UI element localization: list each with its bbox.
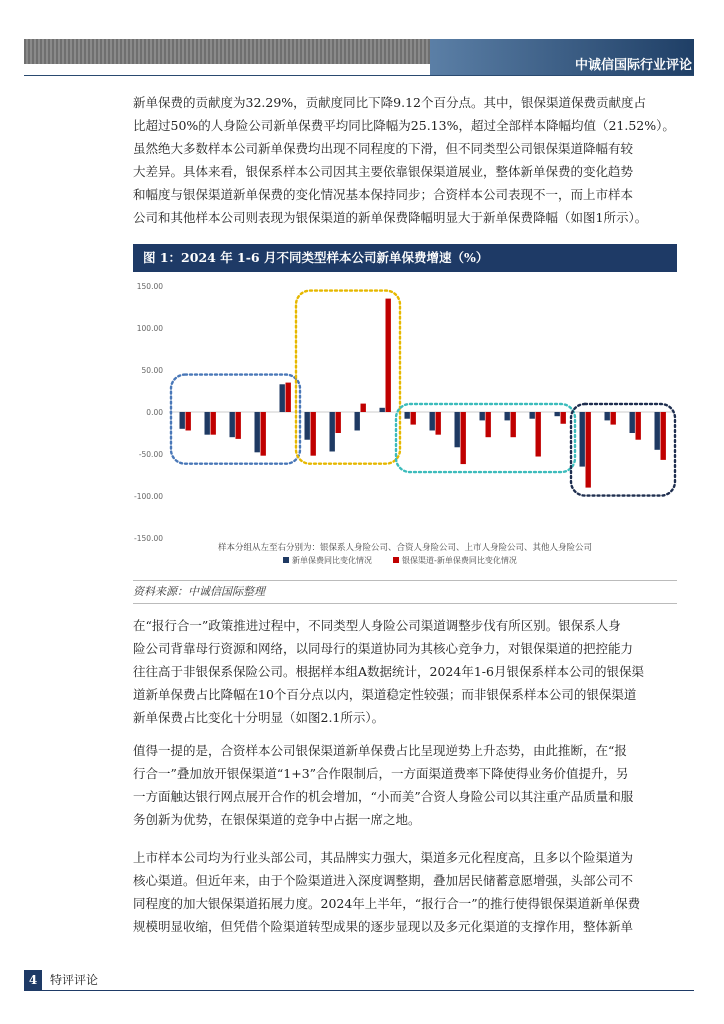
text-line: 新单保费占比变化十分明显（如图2.1所示）。 <box>133 710 385 725</box>
text-line: 往往高于非银保系保险公司。根据样本组A数据统计，2024年1-6月银保系样本公司的银保渠 <box>133 664 644 679</box>
text-line: 和幅度与银保渠道新单保费的变化情况基本保持同步；合资样本公司表现不一，而上市样本 <box>133 187 634 202</box>
bar-bancassurance <box>511 412 516 437</box>
bar-new-premium <box>605 412 610 420</box>
legend-label: 银保渠道-新单保费同比变化情况 <box>402 556 517 565</box>
y-tick-label: -50.00 <box>138 450 163 459</box>
text-line: 比超过50%的人身险公司新单保费平均同比降幅为25.13%，超过全部样本降幅均值（21.52%）。 <box>133 118 675 133</box>
text-line: 规模明显收缩，但凭借个险渠道转型成果的逐步显现以及多元化渠道的支撑作用，整体新单 <box>133 919 634 934</box>
text-line: 同程度的加大银保渠道拓展力度。2024年上半年，“报行合一”的推行使得银保渠道新单保费 <box>133 896 641 911</box>
bar-new-premium <box>430 412 435 430</box>
source-note: 资料来源：中诚信国际整理 <box>133 580 677 604</box>
bar-bancassurance <box>411 412 416 425</box>
chart-note: 样本分组从左至右分别为：银保系人身险公司、合资人身险公司、上市人身险公司、其他人身险公司 <box>217 543 593 553</box>
bar-new-premium <box>280 384 285 412</box>
legend-swatch <box>283 557 289 563</box>
y-tick-label: 100.00 <box>136 324 163 333</box>
bar-chart <box>133 276 677 576</box>
text-line: 核心渠道。但近年来，由于个险渠道进入深度调整期，叠加居民储蓄意愿增强，头部公司不 <box>133 873 634 888</box>
bar-new-premium <box>580 412 585 467</box>
bar-new-premium <box>455 412 460 447</box>
bar-new-premium <box>230 412 235 437</box>
text-line: 一方面触达银行网点展开合作的机会增加，“小而美”合资人身险公司以其注重产品质量和服 <box>133 789 634 804</box>
paragraph-2 <box>133 614 677 729</box>
bar-bancassurance <box>311 412 316 456</box>
bar-bancassurance <box>386 299 391 412</box>
bar-bancassurance <box>186 412 191 430</box>
text-line: 虽然绝大多数样本公司新单保费均出现不同程度的下滑，但不同类型公司银保渠道降幅有较 <box>133 141 634 156</box>
bar-new-premium <box>180 412 185 429</box>
bar-new-premium <box>305 412 310 440</box>
bar-bancassurance <box>636 412 641 440</box>
text-line: 险公司背靠母行资源和网络，以同母行的渠道协同为其核心竞争力，对银保渠道的把控能力 <box>133 641 634 656</box>
y-tick-label: -100.00 <box>134 492 163 501</box>
text-line: 上市样本公司均为行业头部公司，其品牌实力强大，渠道多元化程度高，且多以个险渠道为 <box>133 850 634 865</box>
bar-new-premium <box>355 412 360 430</box>
bar-new-premium <box>480 412 485 420</box>
page-number: 4 <box>24 970 42 990</box>
figure-title: 图 1：2024 年 1-6 月不同类型样本公司新单保费增速（%） <box>133 244 677 272</box>
footer-label: 特评评论 <box>50 973 99 987</box>
bar-new-premium <box>655 412 660 450</box>
bar-bancassurance <box>486 412 491 437</box>
bar-new-premium <box>205 412 210 435</box>
bar-new-premium <box>405 412 410 419</box>
bar-bancassurance <box>436 412 441 435</box>
bar-bancassurance <box>661 412 666 460</box>
bar-bancassurance <box>611 412 616 425</box>
bar-bancassurance <box>261 412 266 456</box>
bar-new-premium <box>555 412 560 416</box>
bar-new-premium <box>630 412 635 433</box>
paragraph-1 <box>133 91 677 229</box>
y-tick-label: 0.00 <box>146 408 163 417</box>
bar-bancassurance <box>336 412 341 433</box>
bar-new-premium <box>330 412 335 451</box>
bar-new-premium <box>380 408 385 412</box>
footer-rule <box>24 990 694 991</box>
text-line: 务创新为优势，在银保渠道的竞争中占据一席之地。 <box>133 812 421 827</box>
bar-bancassurance <box>211 412 216 435</box>
paragraph-4 <box>133 846 677 938</box>
text-line: 行合一”叠加放开银保渠道“1+3”合作限制后，一方面渠道费率下降使得业务价值提升，另 <box>133 766 629 781</box>
header-title: 中诚信国际行业评论 <box>574 58 692 73</box>
text-line: 值得一提的是，合资样本公司银保渠道新单保费占比呈现逆势上升态势，由此推断，在“报 <box>133 743 627 758</box>
text-line: 公司和其他样本公司则表现为银保渠道的新单保费降幅明显大于新单保费降幅（如图1所示）。 <box>133 210 648 225</box>
bar-bancassurance <box>561 412 566 424</box>
text-line: 大差异。具体来看，银保系样本公司因其主要依靠银保渠道展业，整体新单保费的变化趋势 <box>133 164 634 179</box>
text-line: 新单保费的贡献度为32.29%，贡献度同比下降9.12个百分点。其中，银保渠道保费贡献度占 <box>133 95 646 110</box>
bar-bancassurance <box>286 383 291 412</box>
header-rule <box>24 75 694 76</box>
bar-new-premium <box>255 412 260 452</box>
y-tick-label: -150.00 <box>134 534 163 543</box>
bar-bancassurance <box>236 412 241 439</box>
paragraph-3 <box>133 739 677 831</box>
legend-swatch <box>393 557 399 563</box>
chart-area <box>133 276 677 576</box>
bar-bancassurance <box>461 412 466 464</box>
text-line: 在“报行合一”政策推进过程中，不同类型人身险公司渠道调整步伐有所区别。银保系人身 <box>133 618 621 633</box>
bar-bancassurance <box>586 412 591 488</box>
bar-bancassurance <box>536 412 541 457</box>
legend-label: 新单保费同比变化情况 <box>292 556 372 565</box>
y-tick-label: 50.00 <box>141 366 163 375</box>
bar-new-premium <box>505 412 510 420</box>
text-line: 道新单保费占比降幅在10个百分点以内，渠道稳定性较强；而非银保系样本公司的银保渠道 <box>133 687 637 702</box>
bar-bancassurance <box>361 404 366 412</box>
y-tick-label: 150.00 <box>136 282 163 291</box>
bar-new-premium <box>530 412 535 419</box>
